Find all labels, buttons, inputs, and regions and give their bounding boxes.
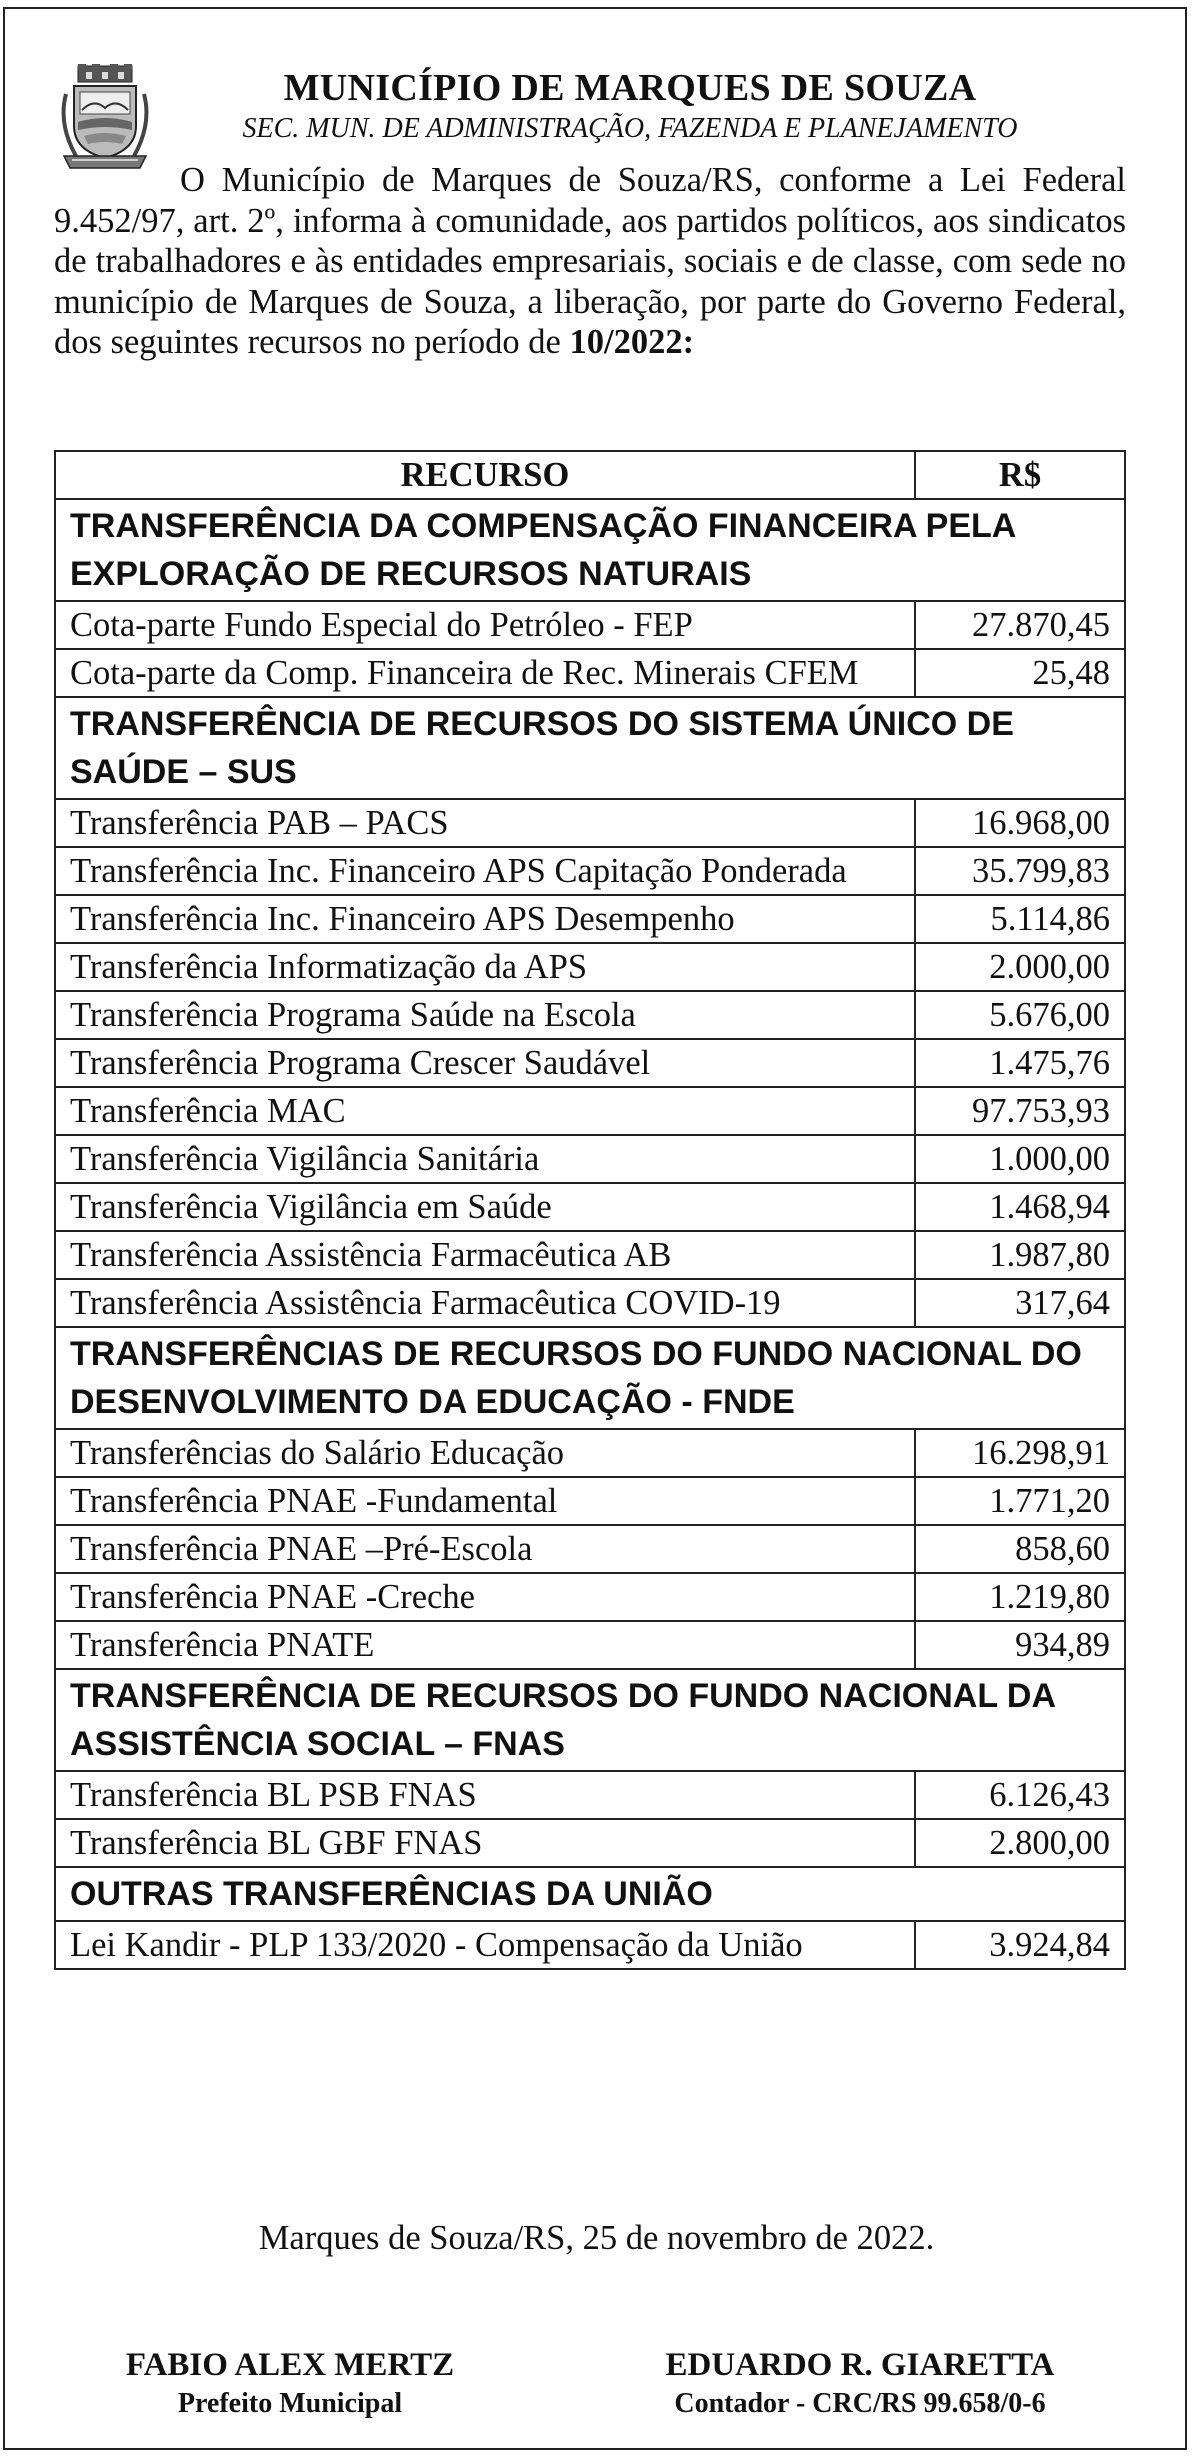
table-row: [55, 1921, 1125, 1969]
section-row: [55, 499, 1125, 601]
table-row: [55, 1819, 1125, 1867]
resource-name: Transferência BL PSB FNAS: [55, 1771, 915, 1819]
table-row: [55, 1621, 1125, 1669]
resource-value: 1.987,80: [915, 1231, 1125, 1279]
table-row: [55, 1279, 1125, 1327]
resource-value: 6.126,43: [915, 1771, 1125, 1819]
resource-name: Transferência MAC: [55, 1087, 915, 1135]
table-row: [55, 1231, 1125, 1279]
resource-value: 2.000,00: [915, 943, 1125, 991]
section-row: [55, 1669, 1125, 1771]
section-row: [55, 697, 1125, 799]
table-row: [55, 1429, 1125, 1477]
resource-value: 858,60: [915, 1525, 1125, 1573]
table-row: [55, 601, 1125, 649]
resource-name: Cota-parte da Comp. Financeira de Rec. Minerais CFEM: [55, 649, 915, 697]
resource-name: Transferência PNATE: [55, 1621, 915, 1669]
resource-value: 2.800,00: [915, 1819, 1125, 1867]
section-row: [55, 1867, 1125, 1921]
table-row: [55, 943, 1125, 991]
table-row: [55, 895, 1125, 943]
table-row: [55, 649, 1125, 697]
table-row: [55, 799, 1125, 847]
section-title: TRANSFERÊNCIA DA COMPENSAÇÃO FINANCEIRA PELA EXPLORAÇÃO DE RECURSOS NATURAIS: [55, 499, 1125, 601]
section-title: TRANSFERÊNCIA DE RECURSOS DO FUNDO NACIONAL DA ASSISTÊNCIA SOCIAL – FNAS: [55, 1669, 1125, 1771]
resource-name: Transferência Inc. Financeiro APS Desempenho: [55, 895, 915, 943]
header-value: R$: [915, 451, 1125, 499]
resource-value: 16.968,00: [915, 799, 1125, 847]
signature-accountant: [620, 2345, 1100, 2423]
resource-name: Transferência Vigilância em Saúde: [55, 1183, 915, 1231]
resource-name: Transferência Informatização da APS: [55, 943, 915, 991]
signatory-name: EDUARDO R. GIARETTA: [665, 2347, 1055, 2383]
resource-name: Transferência PNAE -Fundamental: [55, 1477, 915, 1525]
table-row: [55, 1477, 1125, 1525]
signatory-role: Prefeito Municipal: [177, 2388, 403, 2419]
resource-value: 934,89: [915, 1621, 1125, 1669]
resource-name: Transferência PAB – PACS: [55, 799, 915, 847]
table-row: [55, 991, 1125, 1039]
resource-value: 1.771,20: [915, 1477, 1125, 1525]
page-title: MUNICÍPIO DE MARQUES DE SOUZA: [283, 67, 977, 109]
resource-value: 16.298,91: [915, 1429, 1125, 1477]
page-subtitle: SEC. MUN. DE ADMINISTRAÇÃO, FAZENDA E PLANEJAMENTO: [242, 113, 1018, 144]
section-row: [55, 1327, 1125, 1429]
resource-name: Transferência Vigilância Sanitária: [55, 1135, 915, 1183]
intro-period: 10/2022:: [569, 323, 695, 361]
table-row: [55, 1087, 1125, 1135]
table-row: [55, 1135, 1125, 1183]
resource-value: 25,48: [915, 649, 1125, 697]
resource-value: 1.000,00: [915, 1135, 1125, 1183]
signatory-role: Contador - CRC/RS 99.658/0-6: [674, 2388, 1046, 2419]
section-title: OUTRAS TRANSFERÊNCIAS DA UNIÃO: [55, 1867, 1125, 1921]
header-resource: RECURSO: [55, 451, 915, 499]
resource-value: 27.870,45: [915, 601, 1125, 649]
resource-value: 3.924,84: [915, 1921, 1125, 1969]
table-row: [55, 847, 1125, 895]
resource-name: Transferência PNAE -Creche: [55, 1573, 915, 1621]
resource-name: Transferência Programa Saúde na Escola: [55, 991, 915, 1039]
signatory-name: FABIO ALEX MERTZ: [125, 2347, 455, 2383]
resource-name: Transferência Inc. Financeiro APS Capitação Ponderada: [55, 847, 915, 895]
resource-name: Transferência Assistência Farmacêutica COVID-19: [55, 1279, 915, 1327]
resource-value: 97.753,93: [915, 1087, 1125, 1135]
municipal-coat-of-arms-icon: [56, 64, 154, 174]
resource-name: Transferência BL GBF FNAS: [55, 1819, 915, 1867]
resource-value: 1.475,76: [915, 1039, 1125, 1087]
table-header-row: [55, 451, 1125, 499]
signature-mayor: [70, 2345, 510, 2423]
resource-name: Transferências do Salário Educação: [55, 1429, 915, 1477]
place-and-date: Marques de Souza/RS, 25 de novembro de 2022.: [258, 2219, 935, 2257]
table-row: [55, 1183, 1125, 1231]
resource-value: 1.219,80: [915, 1573, 1125, 1621]
resource-name: Transferência Programa Crescer Saudável: [55, 1039, 915, 1087]
resource-value: 1.468,94: [915, 1183, 1125, 1231]
resource-name: Transferência Assistência Farmacêutica AB: [55, 1231, 915, 1279]
section-title: TRANSFERÊNCIAS DE RECURSOS DO FUNDO NACIONAL DO DESENVOLVIMENTO DA EDUCAÇÃO - FNDE: [55, 1327, 1125, 1429]
table-row: [55, 1039, 1125, 1087]
table-row: [55, 1573, 1125, 1621]
table-row: [55, 1771, 1125, 1819]
table-row: [55, 1525, 1125, 1573]
resource-name: Cota-parte Fundo Especial do Petróleo - FEP: [55, 601, 915, 649]
intro-paragraph: [54, 160, 1126, 363]
resource-name: Lei Kandir - PLP 133/2020 - Compensação da União: [55, 1921, 915, 1969]
resource-name: Transferência PNAE –Pré-Escola: [55, 1525, 915, 1573]
resource-value: 5.114,86: [915, 895, 1125, 943]
resources-table: [54, 450, 1126, 1970]
intro-text: O Município de Marques de Souza/RS, conforme a Lei Federal 9.452/97, art. 2º, informa à comunidade, aos partidos políticos, aos sindicatos de trabalhadores e às entidades empresariais, sociais e de classe, com sede no município de Marques de Souza, a liberação, por parte do Governo Federal, dos seguintes recursos no período de: [54, 161, 1126, 361]
resource-value: 35.799,83: [915, 847, 1125, 895]
resource-value: 317,64: [915, 1279, 1125, 1327]
section-title: TRANSFERÊNCIA DE RECURSOS DO SISTEMA ÚNICO DE SAÚDE – SUS: [55, 697, 1125, 799]
resource-value: 5.676,00: [915, 991, 1125, 1039]
